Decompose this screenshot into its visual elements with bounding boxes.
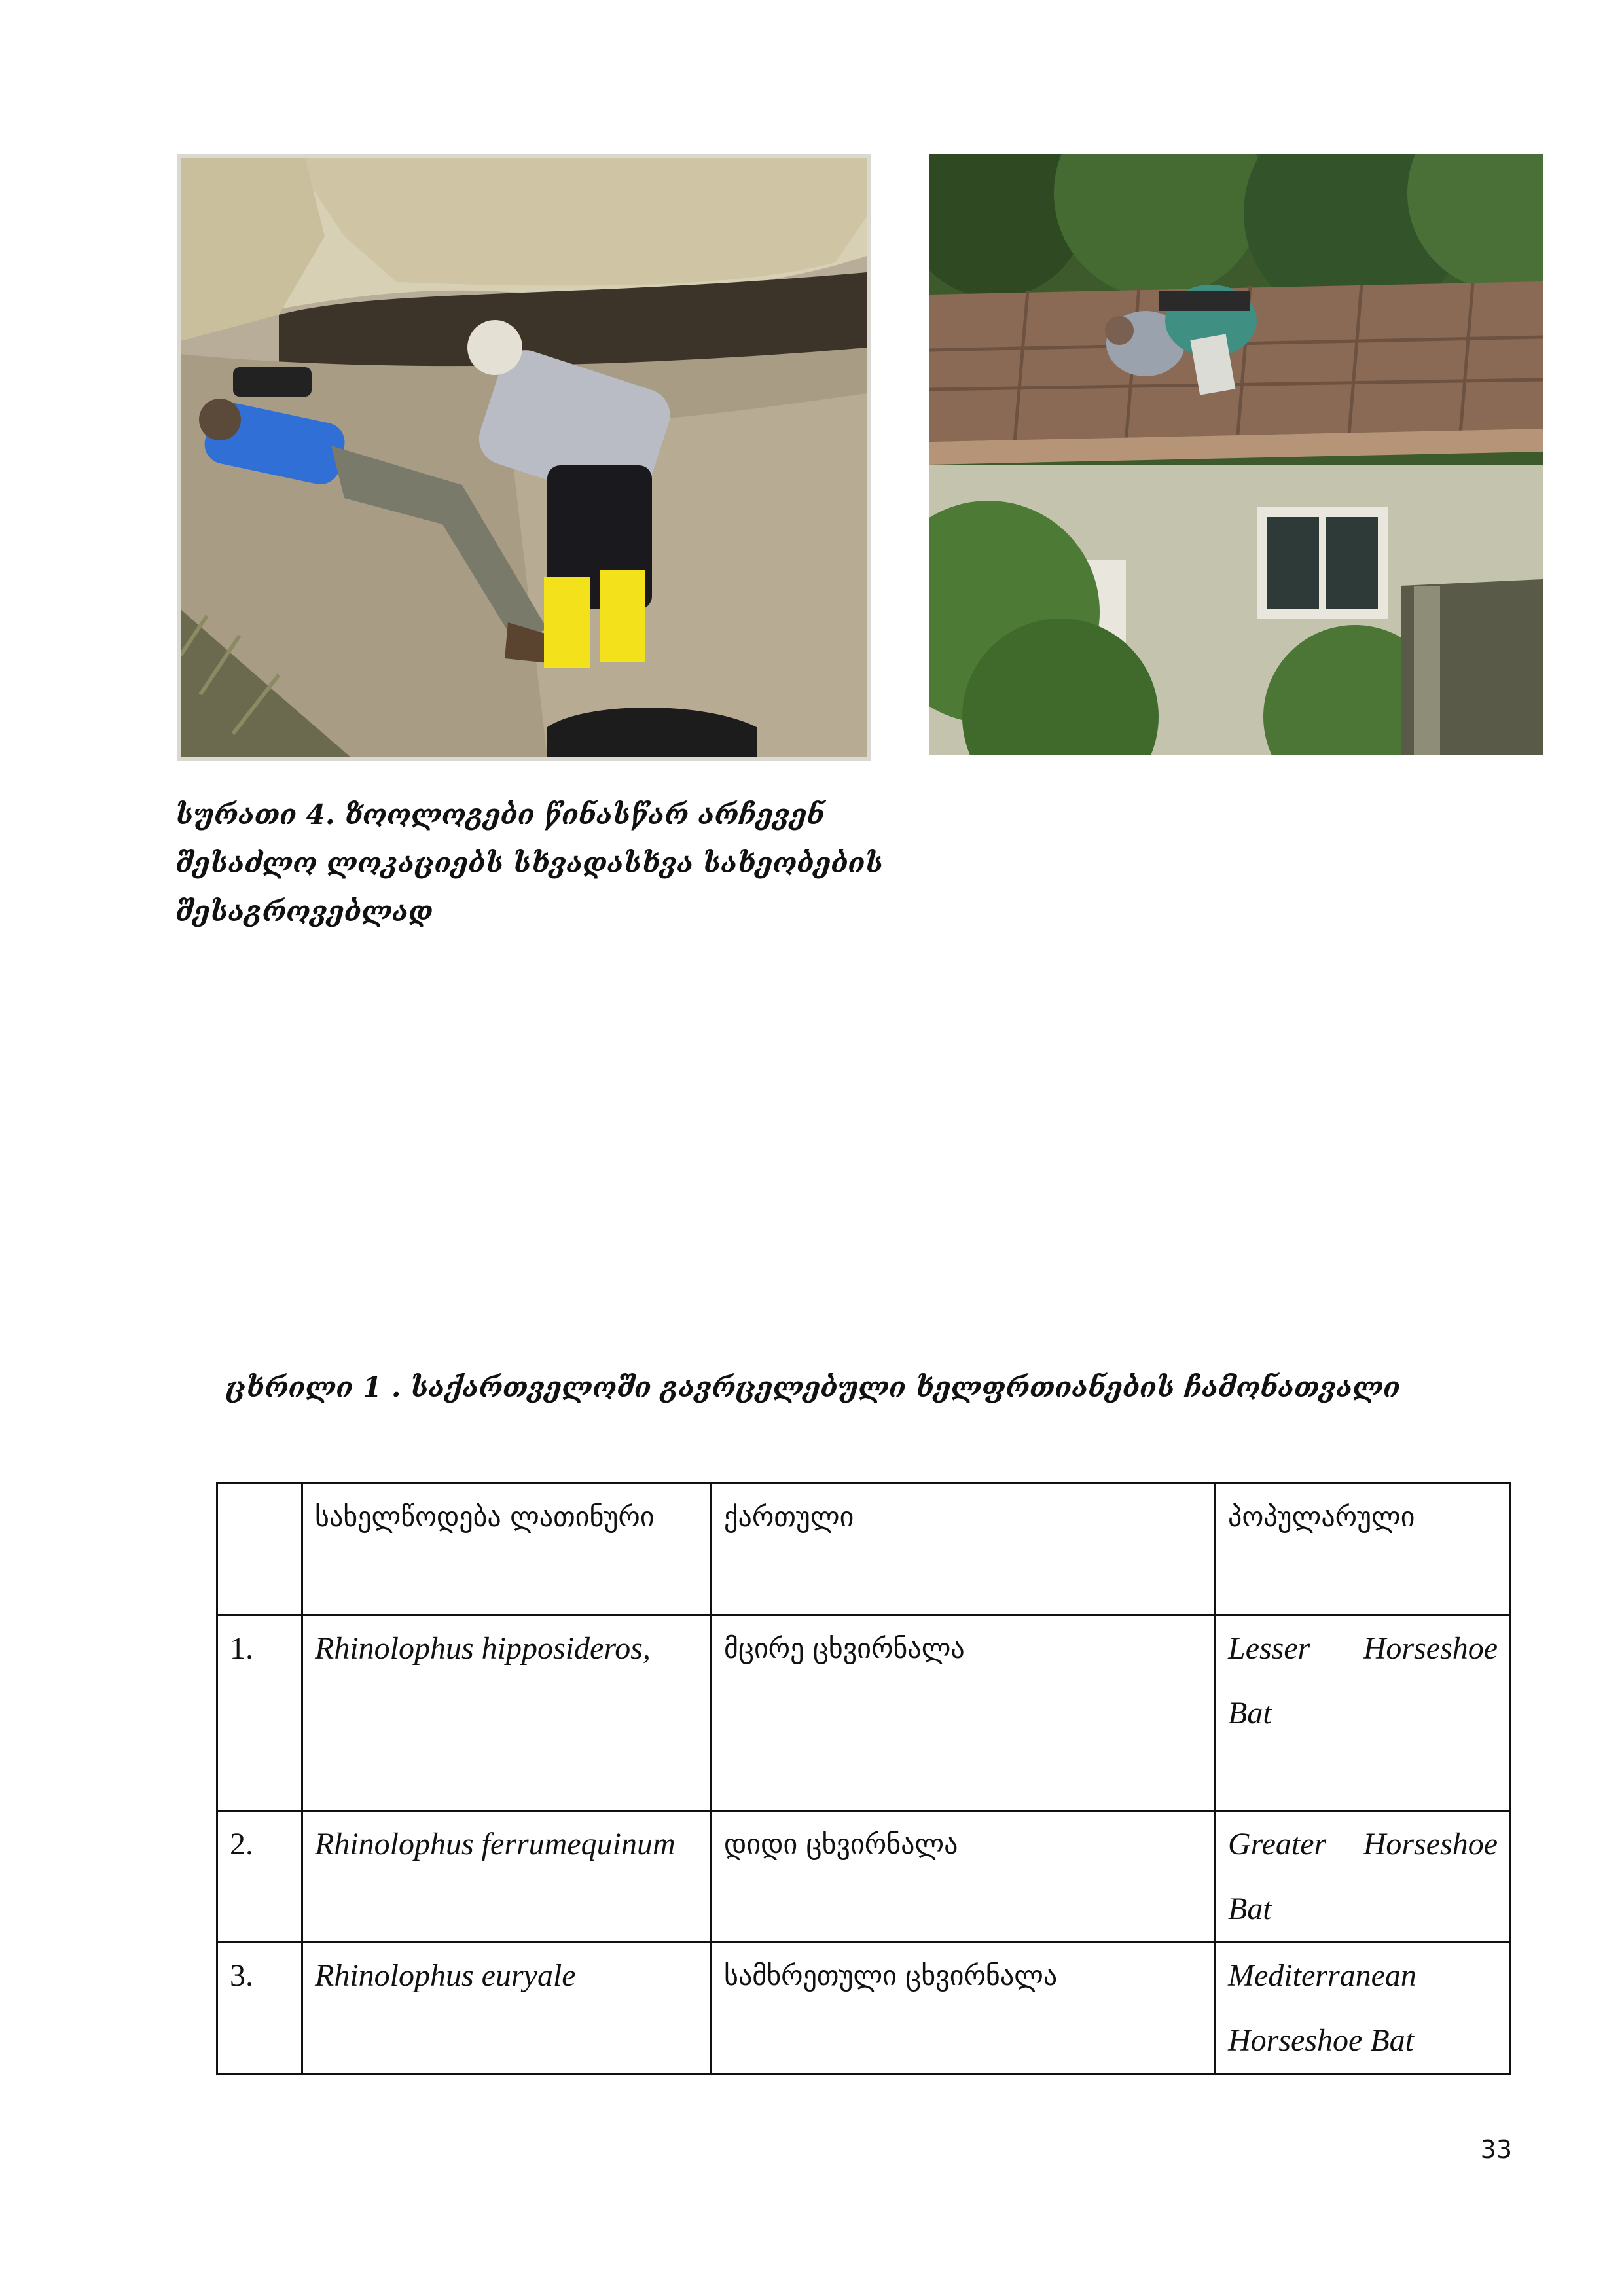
latin-name: Rhinolophus ferrumequinum bbox=[302, 1811, 712, 1943]
georgian-name: დიდი ცხვირნალა bbox=[712, 1811, 1216, 1943]
figure-caption-line: სურათი 4. ზოოლოგები წინასწარ არჩევენ bbox=[175, 798, 825, 831]
photo-rock-overhang bbox=[177, 154, 871, 761]
georgian-name: მცირე ცხვირნალა bbox=[712, 1615, 1216, 1811]
row-number: 1. bbox=[217, 1615, 302, 1811]
popular-name: Mediterranean Horseshoe Bat bbox=[1216, 1943, 1511, 2074]
bat-species-table bbox=[216, 1482, 1511, 2075]
popular-name: Lesser Horseshoe Bat bbox=[1216, 1615, 1511, 1811]
table-row bbox=[217, 1811, 1511, 1943]
figure-caption-line: შესაძლო ლოკაციებს სხვადასხვა სახეობების bbox=[175, 847, 884, 879]
row-number: 2. bbox=[217, 1811, 302, 1943]
row-number: 3. bbox=[217, 1943, 302, 2074]
popular-name: Greater Horseshoe Bat bbox=[1216, 1811, 1511, 1943]
rock-overhang-scene bbox=[181, 158, 867, 757]
table-caption: ცხრილი 1 . საქართველოში გავრცელებული ხელფრთიანების ჩამონათვალი bbox=[226, 1371, 1401, 1403]
roof-scene bbox=[929, 154, 1543, 755]
table-row bbox=[217, 1615, 1511, 1811]
figure-caption-line: შესაგროვებლად bbox=[175, 895, 433, 927]
header-cell-number bbox=[217, 1484, 302, 1615]
georgian-name: სამხრეთული ცხვირნალა bbox=[712, 1943, 1216, 2074]
header-cell-georgian: ქართული bbox=[712, 1484, 1216, 1615]
photo-roof bbox=[929, 154, 1543, 755]
latin-name: Rhinolophus hipposideros, bbox=[302, 1615, 712, 1811]
figure-caption bbox=[175, 791, 882, 936]
table-row bbox=[217, 1943, 1511, 2074]
latin-name: Rhinolophus euryale bbox=[302, 1943, 712, 2074]
header-cell-latin: სახელწოდება ლათინური bbox=[302, 1484, 712, 1615]
header-cell-popular: პოპულარული bbox=[1216, 1484, 1511, 1615]
page-number: 33 bbox=[1480, 2135, 1512, 2164]
table-header-row bbox=[217, 1484, 1511, 1615]
